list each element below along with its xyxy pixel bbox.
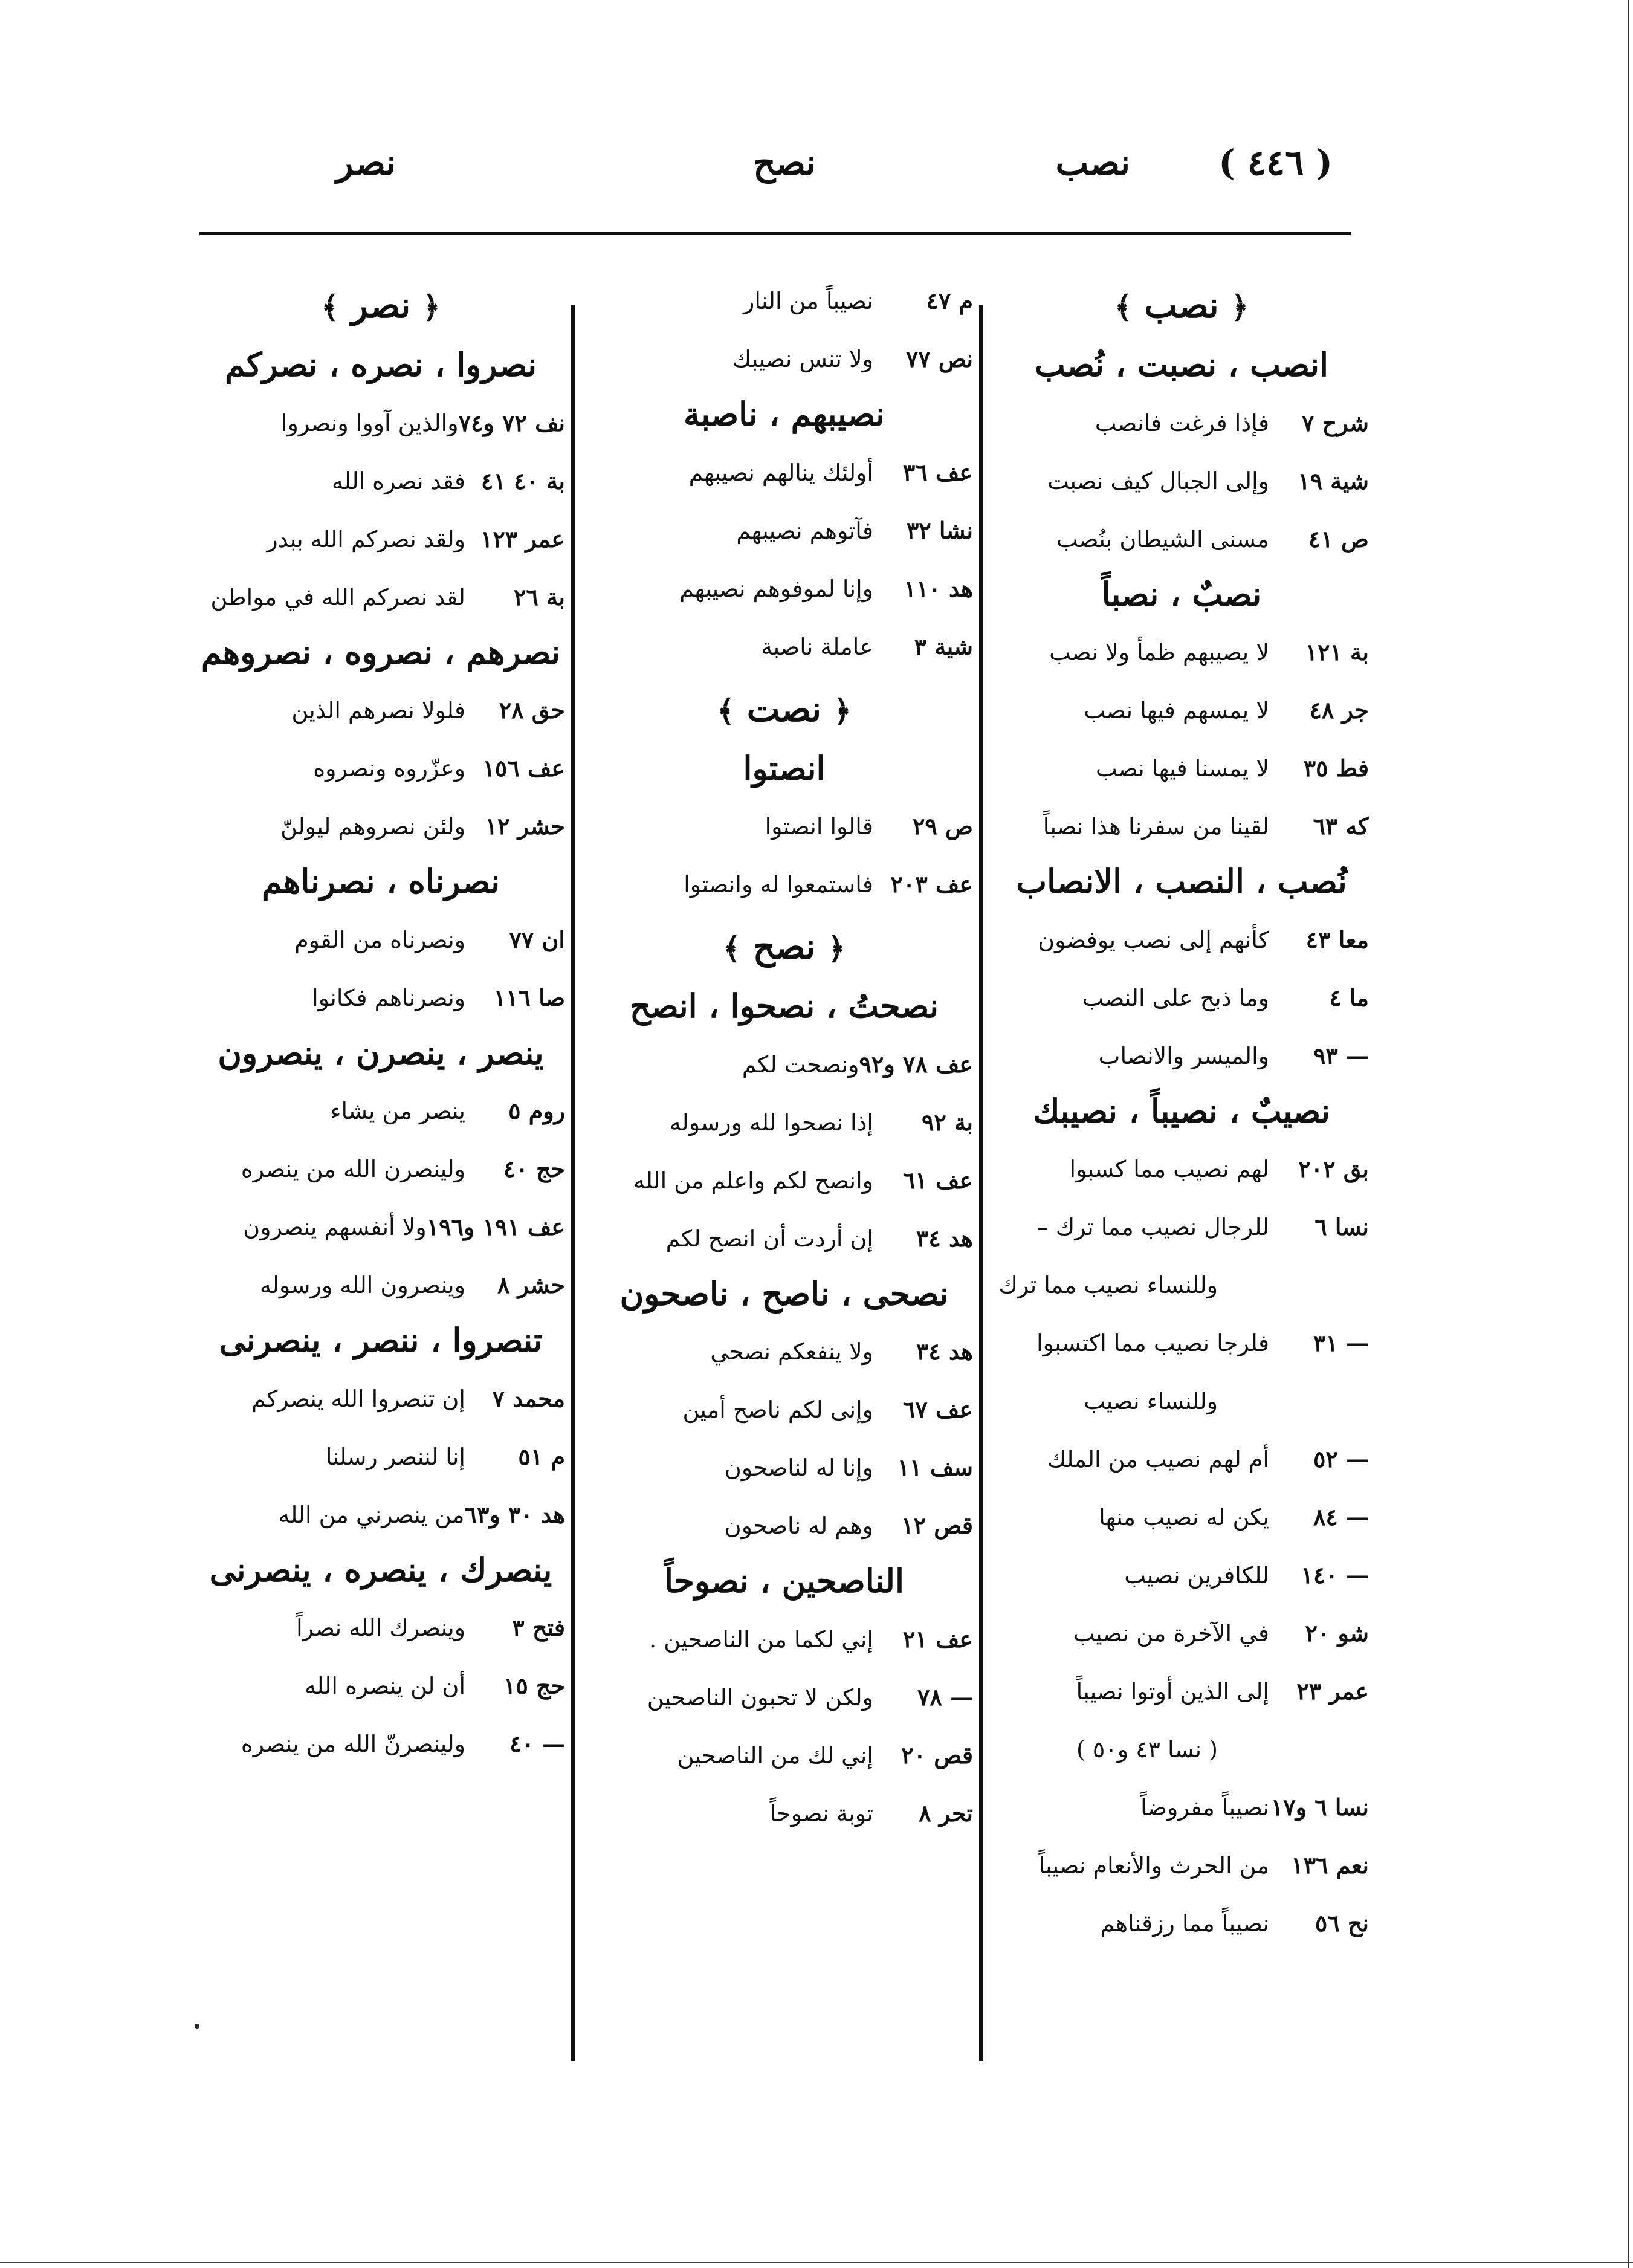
verse-entry <box>196 681 565 739</box>
word-forms-heading: الناصحين ، نصوحاً <box>664 1561 904 1600</box>
verse-reference: عف ٢٠٣ <box>890 870 973 898</box>
verse-text: إني لكما من الناصحين . <box>649 1625 873 1653</box>
verse-reference: حشر ١٢ <box>485 812 565 840</box>
verse-entry <box>994 1430 1369 1488</box>
ornament-bracket-close: ﴾ <box>717 692 735 728</box>
verse-entry <box>994 1027 1369 1085</box>
verse-text: من ينصرني من الله <box>278 1501 465 1528</box>
ornament-bracket-close: ﴾ <box>723 930 741 966</box>
column-divider-left <box>571 305 575 2061</box>
verse-text: للرجال نصيب مما ترك – <box>1036 1214 1269 1240</box>
verse-text: فلولا نصرهم الذين <box>291 697 465 724</box>
verse-reference: ص ٢٩ <box>913 812 973 840</box>
verse-text: ولا أنفسهم ينصرون <box>243 1214 427 1240</box>
verse-entry <box>595 855 973 913</box>
verse-text: قالوا انصتوا <box>765 813 873 840</box>
verse-entry <box>595 1784 973 1842</box>
verse-reference: شو ٢٠ <box>1305 1619 1369 1647</box>
ornament-bracket-open: ﴿ <box>1230 289 1249 325</box>
verse-reference: فط ٣٥ <box>1303 754 1369 782</box>
verse-text: ولا ينفعكم نصحي <box>710 1338 873 1365</box>
verse-entry <box>994 394 1369 452</box>
verse-text: لا يصيبهم ظمأ ولا نصب <box>1049 639 1269 666</box>
word-forms-heading: انصتوا <box>743 748 826 788</box>
verse-reference: بة ١٢١ <box>1305 638 1369 666</box>
verse-reference: — ٤٠ <box>509 1730 565 1757</box>
verse-reference: — ٧٨ <box>917 1683 973 1711</box>
verse-entry <box>196 1370 565 1428</box>
verse-reference: عف ١٥٦ <box>482 754 565 782</box>
verse-entry <box>994 969 1369 1027</box>
verse-reference: ص ٤١ <box>1308 525 1369 552</box>
verse-reference: نف ٧٢ و٧٤ <box>458 409 565 436</box>
verse-entry <box>595 1497 973 1555</box>
verse-entry <box>994 1198 1369 1256</box>
verse-reference: نح ٥٦ <box>1314 1910 1369 1937</box>
verse-text: ( نسا ٤٣ و٥٠ ) <box>1076 1736 1218 1763</box>
ornament-bracket-close: ﴾ <box>321 289 339 325</box>
verse-text: عاملة ناصبة <box>761 633 873 660</box>
verse-reference: حج ١٥ <box>503 1672 565 1699</box>
column-right <box>994 272 1369 1952</box>
verse-text: وإلى الجبال كيف نصبت <box>1047 467 1269 494</box>
verse-reference: قص ١٢ <box>901 1512 973 1539</box>
verse-reference: عف ٣٦ <box>902 458 973 486</box>
verse-reference: — ٨٤ <box>1313 1503 1369 1531</box>
verse-text: ولقد نصركم الله ببدر <box>267 525 465 552</box>
verse-text: وللنساء نصيب <box>1084 1388 1218 1414</box>
verse-text: وينصرك الله نصراً <box>296 1615 465 1641</box>
verse-reference: عف ٦١ <box>902 1166 973 1194</box>
verse-reference: قص ٢٠ <box>901 1741 973 1769</box>
verse-text: لقينا من سفرنا هذا نصباً <box>1043 813 1269 840</box>
verse-text: فإذا فرغت فانصب <box>1095 409 1269 436</box>
root-heading <box>994 272 1369 339</box>
verse-text: وانصح لكم واعلم من الله <box>633 1167 873 1194</box>
verse-entry <box>595 1323 973 1381</box>
verse-text: أم لهم نصيب من الملك <box>1047 1446 1269 1473</box>
verse-reference: روم ٥ <box>508 1097 565 1124</box>
verse-reference: محمد ٧ <box>492 1384 565 1412</box>
verse-reference: نسا ٦ و١٧ <box>1270 1793 1369 1821</box>
verse-text: ولينصرنّ الله من ينصره <box>241 1731 465 1757</box>
verse-entry <box>196 452 565 510</box>
verse-entry <box>595 1726 973 1784</box>
verse-reference: نص ٧٧ <box>905 345 973 372</box>
verse-reference: — ٣١ <box>1313 1329 1369 1356</box>
verse-text: فلرجا نصيب مما اكتسبوا <box>1036 1330 1269 1356</box>
verse-entry <box>196 1486 565 1544</box>
verse-text: في الآخرة من نصيب <box>1073 1620 1269 1647</box>
word-forms-heading: نصيبٌ ، نصيباً ، نصيبك <box>1032 1091 1331 1130</box>
verse-reference: — ١٤٠ <box>1301 1561 1369 1589</box>
verse-reference: م ٥١ <box>518 1442 565 1470</box>
word-forms-heading: نصحتُ ، نصحوا ، انصح <box>629 987 939 1025</box>
verse-reference: عف ٦٧ <box>902 1396 973 1423</box>
verse-entry <box>994 452 1369 510</box>
verse-text: والذين آووا ونصروا <box>280 409 459 436</box>
verse-entry <box>595 1610 973 1668</box>
verse-text: للكافرين نصيب <box>1124 1562 1269 1589</box>
verse-entry <box>595 1668 973 1726</box>
verse-reference: نعم ١٣٦ <box>1291 1852 1369 1879</box>
column-divider-right <box>979 305 983 2061</box>
verse-reference: معا ٤٣ <box>1305 925 1369 953</box>
verse-reference: بة ٢٦ <box>513 583 565 611</box>
verse-entry <box>994 1546 1369 1604</box>
verse-reference: عمر ٢٣ <box>1296 1677 1369 1705</box>
page-edge-right <box>1628 0 1629 2268</box>
verse-entry <box>196 739 565 797</box>
verse-text: لا يمسنا فيها نصب <box>1096 755 1269 782</box>
ornament-bracket-open: ﴿ <box>827 930 846 966</box>
verse-reference: ما ٤ <box>1329 983 1369 1011</box>
verse-reference: كه ٦٣ <box>1313 812 1369 840</box>
verse-entry <box>994 1894 1369 1952</box>
verse-entry <box>196 1082 565 1140</box>
verse-reference: نسا ٦ <box>1314 1213 1369 1240</box>
verse-text: إني لك من الناصحين <box>677 1742 873 1769</box>
verse-text: لقد نصركم الله في مواطن <box>210 583 465 611</box>
verse-entry <box>595 1094 973 1152</box>
verse-text: نصيباً من النار <box>743 288 873 314</box>
verse-reference: جر ٤٨ <box>1309 696 1369 724</box>
header-word-right: نصب <box>1055 142 1130 183</box>
verse-reference: عمر ١٢٣ <box>480 525 565 552</box>
verse-text: ونصحت لكم <box>742 1051 859 1078</box>
word-forms-heading: انصب ، نصبت ، نُصب <box>1035 345 1328 384</box>
verse-entry <box>595 272 973 330</box>
verse-entry <box>994 1778 1369 1836</box>
verse-entry <box>994 911 1369 969</box>
verse-text: إن أردت أن انصح لكم <box>665 1225 873 1252</box>
verse-entry <box>196 510 565 568</box>
verse-reference: عف ٧٨ و٩٢ <box>859 1050 973 1078</box>
verse-reference: هد ٣٠ و٦٣ <box>464 1500 565 1528</box>
root-heading <box>595 913 973 980</box>
verse-entry <box>196 911 565 969</box>
verse-text: يكن له نصيب منها <box>1099 1504 1269 1531</box>
verse-entry <box>595 1439 973 1497</box>
word-forms-heading: نصرناه ، نصرناهم <box>261 862 500 901</box>
verse-entry <box>196 969 565 1027</box>
verse-text: إلى الذين أوتوا نصيباً <box>1076 1678 1269 1705</box>
root-heading <box>595 676 973 742</box>
word-forms-heading: نصروا ، نصره ، نصركم <box>224 345 537 384</box>
verse-text: فقد نصره الله <box>332 467 465 494</box>
verse-text: ولئن نصروهم ليولنّ <box>280 813 465 840</box>
verse-text: كأنهم إلى نصب يوفضون <box>1038 926 1269 953</box>
verse-text: أولئك ينالهم نصيبهم <box>688 459 873 486</box>
verse-text: وللنساء نصيب مما ترك <box>998 1272 1218 1298</box>
verse-entry <box>196 797 565 855</box>
column-left <box>196 272 565 1773</box>
verse-reference: بة ٤٠ ٤١ <box>480 467 565 494</box>
verse-entry <box>595 444 973 502</box>
verse-reference: هد ٣٤ <box>916 1338 973 1365</box>
header-word-center: نصح <box>753 142 816 183</box>
verse-entry <box>196 1599 565 1657</box>
verse-reference: نشا ٣٢ <box>906 516 973 544</box>
verse-entry <box>994 739 1369 797</box>
word-forms-heading: نصرهم ، نصروه ، نصروهم <box>201 632 561 672</box>
verse-reference: حق ٢٨ <box>499 696 565 724</box>
verse-entry <box>595 1210 973 1268</box>
word-forms-heading: نُصب ، النصب ، الانصاب <box>1016 862 1347 901</box>
page-number: ( ٤٤٦ ) <box>1218 142 1333 183</box>
verse-entry <box>595 797 973 855</box>
verse-entry <box>994 510 1369 568</box>
verse-reference: ان ٧٧ <box>509 925 565 953</box>
verse-entry <box>994 681 1369 739</box>
verse-entry <box>994 623 1369 681</box>
verse-text: ولكن لا تحبون الناصحين <box>647 1683 873 1711</box>
verse-text: لهم نصيب مما كسبوا <box>1069 1156 1269 1182</box>
verse-text: فآتوهم نصيبهم <box>736 517 873 544</box>
verse-text: وينصرون الله ورسوله <box>260 1272 465 1298</box>
verse-reference: حشر ٨ <box>497 1271 565 1298</box>
verse-text: وإنا لموفوهم نصيبهم <box>679 575 873 602</box>
verse-reference: — ٩٣ <box>1313 1042 1369 1069</box>
ornament-bracket-open: ﴿ <box>422 289 441 325</box>
verse-reference: تحر ٨ <box>919 1799 973 1827</box>
verse-reference: حج ٤٠ <box>503 1155 565 1182</box>
verse-entry <box>196 1140 565 1198</box>
verse-text: ولا تنس نصيبك <box>732 346 873 372</box>
verse-entry <box>196 1715 565 1773</box>
header-word-left: نصر <box>336 142 396 183</box>
scan-speck <box>195 2024 199 2029</box>
verse-reference: هد ١١٠ <box>904 574 973 602</box>
word-forms-heading: نصحى ، ناصح ، ناصحون <box>619 1274 949 1313</box>
verse-reference: — ٥٢ <box>1313 1445 1369 1473</box>
verse-entry <box>994 1604 1369 1662</box>
verse-text: وإنى لكم ناصح أمين <box>682 1396 873 1423</box>
word-forms-heading: ينصر ، ينصرن ، ينصرون <box>218 1033 544 1072</box>
verse-text: نصيباً مفروضاً <box>1140 1794 1269 1821</box>
verse-reference: فتح ٣ <box>512 1614 565 1641</box>
verse-reference: م ٤٧ <box>926 287 973 314</box>
verse-entry <box>994 797 1369 855</box>
verse-entry <box>595 618 973 676</box>
verse-entry <box>994 1836 1369 1894</box>
verse-entry <box>994 1314 1369 1372</box>
verse-text: ولينصرن الله من ينصره <box>241 1156 465 1182</box>
verse-entry <box>994 1140 1369 1198</box>
verse-reference: عف ٢١ <box>902 1625 973 1653</box>
verse-text: إذا نصحوا لله ورسوله <box>669 1109 873 1136</box>
ornament-bracket-close: ﴾ <box>1114 289 1133 325</box>
verse-text: لا يمسهم فيها نصب <box>1084 697 1269 724</box>
page-edge-bottom <box>0 2262 1633 2263</box>
verse-reference: صا ١١٦ <box>493 983 565 1011</box>
verse-text: وهم له ناصحون <box>724 1512 873 1539</box>
verse-text: مسنى الشيطان بنُصب <box>1056 525 1269 552</box>
verse-text: نصيباً مما رزقناهم <box>1100 1910 1269 1937</box>
verse-entry <box>994 1662 1369 1720</box>
word-forms-heading: ينصرك ، ينصره ، ينصرنى <box>209 1550 552 1589</box>
verse-reference: بق ٢٠٢ <box>1298 1155 1369 1182</box>
verse-entry <box>994 1720 1369 1778</box>
verse-reference: سف ١١ <box>897 1454 973 1481</box>
verse-entry <box>595 560 973 618</box>
verse-text: ينصر من يشاء <box>330 1098 465 1124</box>
verse-reference: بة ٩٢ <box>921 1108 973 1136</box>
verse-entry <box>994 1372 1369 1430</box>
word-forms-heading: نصيبهم ، ناصبة <box>684 395 885 433</box>
verse-entry <box>595 1035 973 1094</box>
verse-reference: هد ٣٤ <box>916 1224 973 1252</box>
verse-entry <box>595 1381 973 1439</box>
page-header <box>199 142 1348 209</box>
root-heading-text: نصت <box>746 688 822 730</box>
word-forms-heading: تنصروا ، ننصر ، ينصرنى <box>219 1321 543 1359</box>
verse-reference: شية ٣ <box>914 632 973 660</box>
root-heading <box>196 272 565 339</box>
header-rule <box>199 232 1351 235</box>
root-heading-text: نصب <box>1144 285 1219 326</box>
root-heading-text: نصح <box>752 926 816 967</box>
column-middle <box>595 272 973 1842</box>
ornament-bracket-open: ﴿ <box>833 692 852 728</box>
verse-entry <box>196 1198 565 1256</box>
verse-entry <box>196 394 565 452</box>
verse-text: من الحرث والأنعام نصيباً <box>1038 1852 1269 1879</box>
verse-entry <box>196 1428 565 1486</box>
verse-text: إن تنصروا الله ينصركم <box>251 1385 465 1412</box>
verse-entry <box>994 1256 1369 1314</box>
word-forms-heading: نصبٌ ، نصباً <box>1101 574 1262 614</box>
root-heading-text: نصر <box>351 285 411 326</box>
verse-reference: شية ١٩ <box>1298 467 1369 494</box>
verse-text: فاستمعوا له وانصتوا <box>684 871 873 898</box>
verse-text: وعزّروه ونصروه <box>313 755 465 782</box>
verse-entry <box>994 1488 1369 1546</box>
verse-text: توبة نصوحاً <box>769 1800 873 1827</box>
verse-text: والميسر والانصاب <box>1098 1042 1269 1069</box>
verse-reference: شرح ٧ <box>1302 409 1369 436</box>
verse-entry <box>196 568 565 626</box>
verse-text: وما ذبح على النصب <box>1082 984 1269 1011</box>
verse-entry <box>595 502 973 560</box>
verse-entry <box>595 330 973 388</box>
verse-entry <box>595 1152 973 1210</box>
verse-entry <box>196 1256 565 1314</box>
verse-entry <box>196 1657 565 1715</box>
verse-text: إنا لننصر رسلنا <box>325 1443 465 1470</box>
verse-reference: عف ١٩١ و١٩٦ <box>426 1213 565 1240</box>
verse-text: وإنا له لناصحون <box>724 1454 873 1481</box>
verse-text: أن لن ينصره الله <box>304 1673 465 1699</box>
verse-text: ونصرناهم فكانوا <box>312 984 465 1011</box>
verse-text: ونصرناه من القوم <box>294 926 465 953</box>
